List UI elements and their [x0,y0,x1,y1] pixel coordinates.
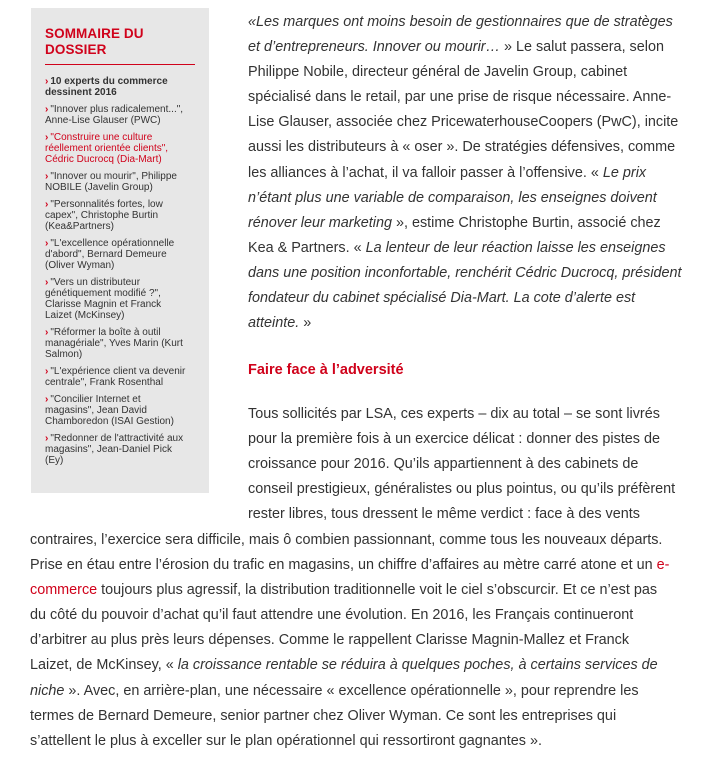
arrow-right-icon: › [45,433,49,444]
arrow-right-icon: › [45,238,49,249]
toc-item-magnin-laizet[interactable] [45,277,199,321]
sidebar-title: SOMMAIRE DU DOSSIER [45,26,144,57]
toc-link[interactable]: › "Concilier Internet et magasins", Jean David Chamboredon (ISAI Gestion) [45,394,174,427]
ecommerce-link[interactable]: e- [656,557,670,574]
article-paragraph-2: Tous sollicités par LSA, ces experts – dix au total – se sont livrés pour la première fois à un exercice délicat : donner des pistes de croissance pour 2016. Qu’ils appartiennent à des cabinets de conseil prestigieux, généralistes ou plus pointus, ou qu’ils préfèrent rester libres, tous dressent le même verdict : face à des vents [248,406,676,523]
toc-link[interactable]: › 10 experts du commerce dessinent 2016 [45,76,168,98]
arrow-right-icon: › [45,394,49,405]
arrow-right-icon: › [45,104,49,115]
toc-link[interactable]: › "Personnalités fortes, low capex", Christophe Burtin (Kea&Partners) [45,199,163,232]
toc-item-pick[interactable] [45,433,199,466]
toc-link-active[interactable]: › "Construire une culture réellement orientée clients", Cédric Ducrocq (Dia-Mart) [45,132,169,165]
section-heading: Faire face à l’adversité [248,362,404,378]
toc-link[interactable]: › "Innover plus radicalement...", Anne-Lise Glauser (PWC) [45,104,184,126]
toc-link[interactable]: › "Vers un distributeur génétiquement modifié ?", Clarisse Magnin et Franck Laizet (McKinsey) [45,277,162,321]
toc-link[interactable]: › "L'expérience client va devenir centrale", Frank Rosenthal [45,366,186,388]
arrow-right-icon: › [45,76,49,87]
toc-item-demeure[interactable] [45,238,199,271]
toc-item-glauser[interactable] [45,104,199,126]
toc-item-burtin[interactable] [45,199,199,232]
ecommerce-link-continued[interactable]: commerce [30,582,98,599]
arrow-right-icon: › [45,132,49,143]
article-paragraph-1: «Les marques ont moins besoin de gestionnaires que de stratèges et d’entrepreneurs. Innover ou mourir… » Le salut passera, selon Philippe Nobile, directeur général de Javelin Group, cabinet spécialisé dans le retail, par une prise de risque nécessaire. Anne- Lise Glauser, associée chez PricewaterhouseCoopers (PwC), incite aussi les distributeurs à « oser ». De stratégies défensives, comme les alliances à l’achat, il va falloir passer à l’offensive. « Le prix n’étant plus une variable de comparaison, les enseignes doivent rénover leur marketing », estime Christophe Burtin, associé chez Kea & Partners. « La lenteur de leur réaction laisse les enseignes dans une position inconfortable, renchérit Cédric Ducrocq, président fondateur du cabinet spécialisé Dia-Mart. La cote d’alerte est atteinte. » [248,14,682,332]
toc-item-marin[interactable] [45,327,199,360]
toc-item-ducrocq[interactable] [45,132,199,165]
arrow-right-icon: › [45,171,49,182]
toc-item-overview[interactable] [45,76,199,98]
toc-item-chamboredon[interactable] [45,394,199,427]
toc-item-rosenthal[interactable] [45,366,199,388]
toc-link[interactable]: › "Redonner de l'attractivité aux magasins", Jean-Daniel Pick (Ey) [45,433,184,466]
toc-list [45,76,199,466]
sidebar-divider [45,64,195,65]
toc-link[interactable]: › "L'excellence opérationnelle d'abord", Bernard Demeure (Oliver Wyman) [45,238,175,271]
toc-item-nobile[interactable] [45,171,199,193]
dossier-sidebar [31,8,209,493]
arrow-right-icon: › [45,366,49,377]
arrow-right-icon: › [45,327,49,338]
arrow-right-icon: › [45,199,49,210]
toc-link[interactable]: › "Innover ou mourir", Philippe NOBILE (Javelin Group) [45,171,177,193]
toc-link[interactable]: › "Réformer la boîte à outil managériale", Yves Marin (Kurt Salmon) [45,327,183,360]
arrow-right-icon: › [45,277,49,288]
article-paragraph-3: contraires, l’exercice sera difficile, mais ô combien passionnant, comme tous les nouveaux départs. Prise en étau entre l’érosion du trafic en magasins, un chiffre d’affaires au mètre carré atone et un e- commerce toujours plus agressif, la distribution traditionnelle voit le ciel s’obscurcir. Et ce n’est pas du côté du pouvoir d’achat qu’il faut attendre une évolution. En 2016, les Français continueront d’arbitrer au plus près leurs dépenses. Comme le rappellent Clarisse Magnin-Mallez et Franck Laizet, de McKinsey, « la croissance rentable se réduira à quelques poches, à certains services de niche ». Avec, en arrière-plan, une nécessaire « excellence opérationnelle », pour reprendre les termes de Bernard Demeure, senior partner chez Oliver Wyman. Ce sont les entreprises qui s’attellent le plus à exceller sur le plan opérationnel qui ressortiront gagnantes ». [30,532,670,749]
